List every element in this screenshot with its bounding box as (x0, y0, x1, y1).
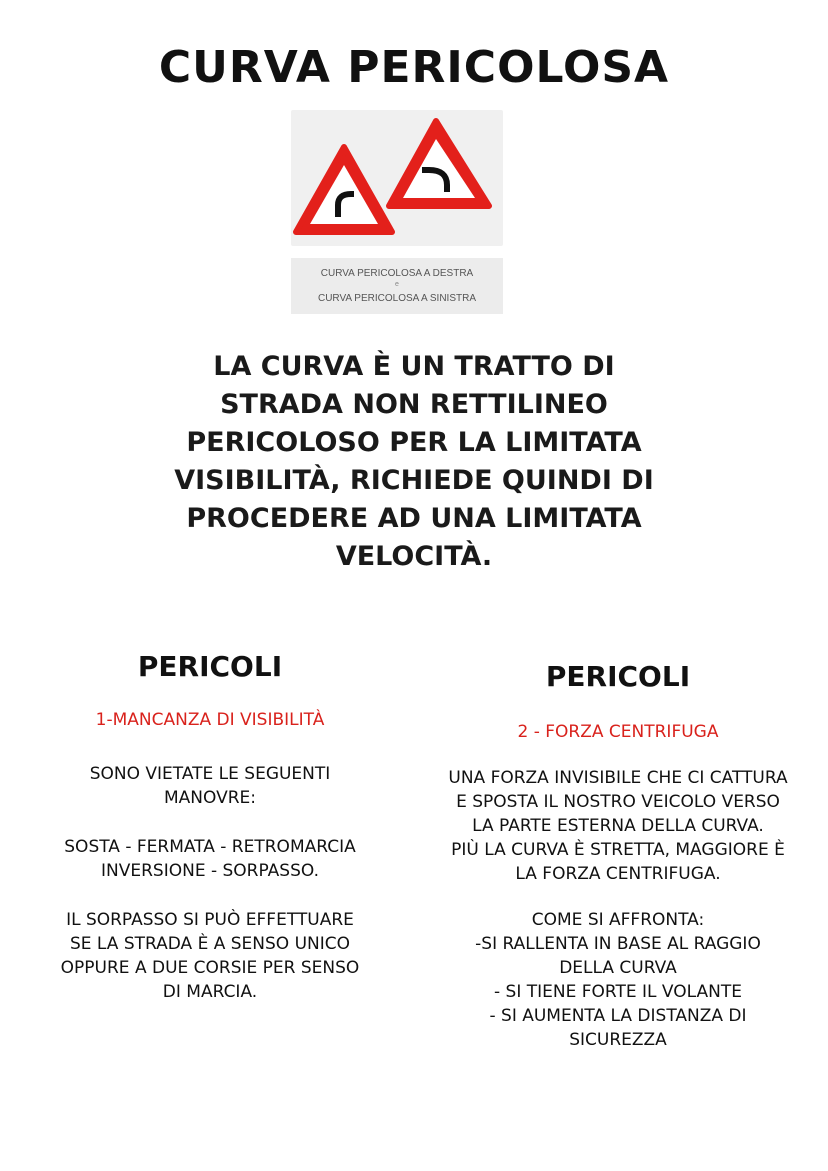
text-line: DELLA CURVA (559, 958, 677, 978)
intro-line: LA CURVA È UN TRATTO DI (213, 351, 615, 382)
left-heading: PERICOLI (137, 650, 283, 683)
text-line: SE LA STRADA È A SENSO UNICO (69, 934, 350, 954)
text-line: SONO VIETATE LE SEGUENTI (89, 764, 331, 784)
text-line: UNA FORZA INVISIBILE CHE CI CATTURA (448, 768, 788, 788)
intro-line: PERICOLOSO PER LA LIMITATA (186, 427, 642, 458)
text-line: - SI TIENE FORTE IL VOLANTE (494, 982, 742, 1002)
warning-signs-image (291, 110, 503, 246)
text-line: LA PARTE ESTERNA DELLA CURVA. (472, 816, 764, 836)
curve-right-sign-icon (296, 147, 392, 232)
text-line: MANOVRE: (163, 788, 256, 808)
text-line: SOSTA - FERMATA - RETROMARCIA (64, 837, 356, 857)
caption-line: CURVA PERICOLOSA A DESTRA (320, 268, 474, 279)
left-paragraph-2 (10, 835, 410, 883)
left-subheading: 1-MANCANZA DI VISIBILITÀ (95, 710, 325, 730)
text-line: OPPURE A DUE CORSIE PER SENSO (60, 958, 360, 978)
intro-line: VELOCITÀ. (335, 541, 493, 572)
text-line: INVERSIONE - SORPASSO. (101, 861, 319, 881)
page-title: CURVA PERICOLOSA (158, 42, 670, 93)
text-line: PIÙ LA CURVA È STRETTA, MAGGIORE È (451, 840, 785, 860)
text-line: -SI RALLENTA IN BASE AL RAGGIO (475, 934, 761, 954)
intro-paragraph (130, 348, 698, 576)
curve-left-sign-icon (389, 121, 489, 206)
intro-line: PROCEDERE AD UNA LIMITATA (186, 503, 642, 534)
right-column (414, 660, 822, 1060)
right-paragraph-2-title: COME SI AFFRONTA: (531, 910, 705, 930)
left-paragraph-3 (10, 908, 410, 1004)
caption-line: e (395, 281, 399, 288)
intro-line: VISIBILITÀ, RICHIEDE QUINDI DI (174, 465, 654, 496)
text-line: - SI AUMENTA LA DISTANZA DI (489, 1006, 747, 1026)
text-line: IL SORPASSO SI PUÒ EFFETTUARE (66, 910, 354, 930)
left-paragraph-1 (10, 762, 410, 810)
text-line: SICUREZZA (569, 1030, 667, 1050)
caption-line: CURVA PERICOLOSA A SINISTRA (317, 293, 477, 304)
text-line: E SPOSTA IL NOSTRO VEICOLO VERSO (456, 792, 780, 812)
sign-caption (291, 258, 503, 314)
text-line: DI MARCIA. (162, 982, 258, 1002)
right-heading: PERICOLI (545, 660, 691, 693)
text-line: LA FORZA CENTRIFUGA. (515, 864, 721, 884)
right-paragraph-2 (414, 932, 822, 1052)
right-paragraph-1 (414, 766, 822, 886)
right-subheading: 2 - FORZA CENTRIFUGA (517, 722, 719, 742)
left-column (10, 650, 410, 1030)
intro-line: STRADA NON RETTILINEO (220, 389, 608, 420)
